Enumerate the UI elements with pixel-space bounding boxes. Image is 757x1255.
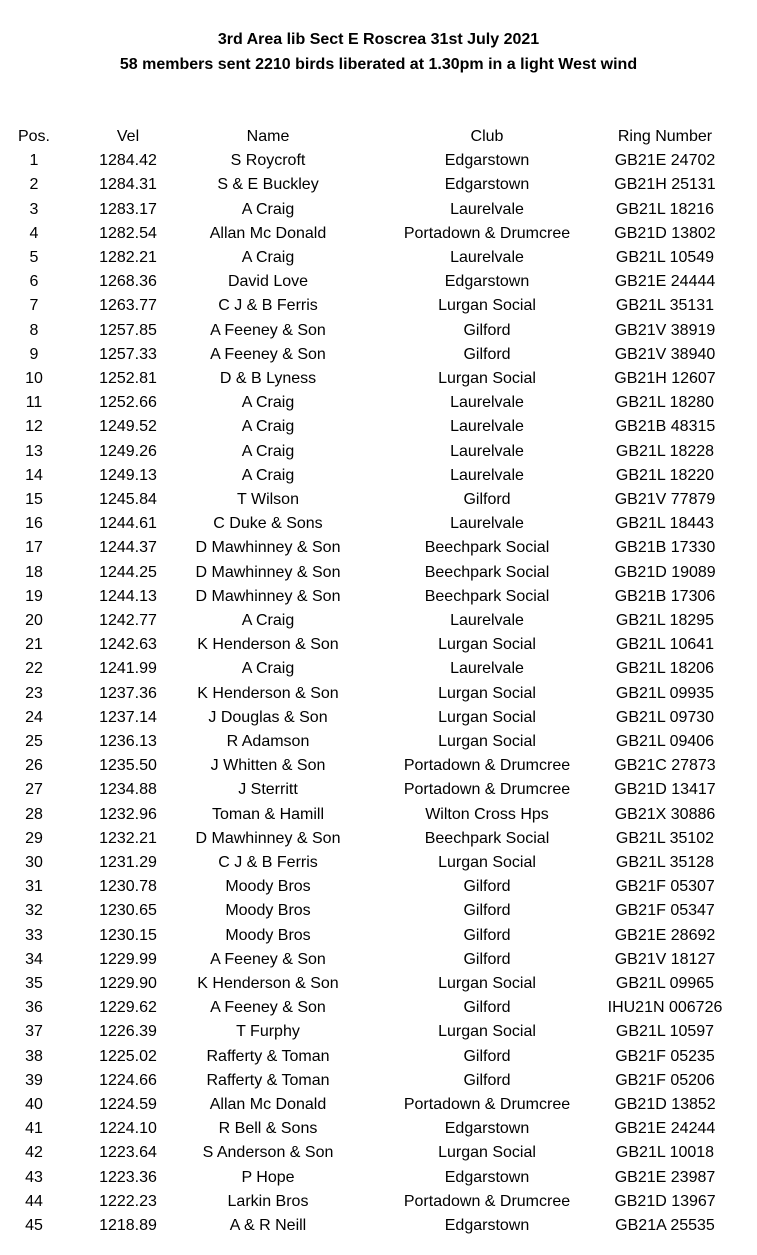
ring-number-cell: GB21D 13852 xyxy=(614,1096,716,1113)
club-cell: Edgarstown xyxy=(444,1168,530,1186)
ring-number-cell: GB21L 10018 xyxy=(615,1144,715,1162)
pos-cell: 2 xyxy=(29,176,39,194)
club-cell: Edgarstown xyxy=(444,1217,530,1234)
name-cell: T Wilson xyxy=(237,491,299,508)
club-cell: Gilford xyxy=(463,491,511,508)
ring-number-cell: GB21L 18220 xyxy=(615,466,715,484)
table-row xyxy=(0,1190,757,1214)
pos-cell: 1 xyxy=(29,152,39,170)
vel-cell: 1223.64 xyxy=(99,1144,157,1162)
table-row xyxy=(0,609,757,633)
name-cell: S Roycroft xyxy=(230,152,306,170)
club-cell: Laurelvale xyxy=(450,394,524,412)
name-cell: Rafferty & Toman xyxy=(206,1071,330,1089)
pos-cell: 31 xyxy=(25,878,43,896)
name-cell: T Furphy xyxy=(236,1023,300,1041)
table-row xyxy=(0,754,757,778)
vel-cell: 1226.39 xyxy=(99,1023,157,1041)
club-cell: Portadown & Drumcree xyxy=(403,224,571,242)
table-row xyxy=(0,294,757,318)
name-cell: R Adamson xyxy=(226,733,310,750)
vel-cell: 1244.61 xyxy=(99,515,157,533)
ring-number-cell: GB21L 09406 xyxy=(615,733,715,750)
vel-cell: 1282.21 xyxy=(99,249,157,266)
vel-cell: 1249.26 xyxy=(99,442,157,460)
ring-number-cell: GB21L 10549 xyxy=(615,249,715,266)
vel-cell: 1237.14 xyxy=(99,708,157,726)
name-cell: S & E Buckley xyxy=(217,176,319,194)
name-cell: Rafferty & Toman xyxy=(206,1047,330,1065)
ring-number-cell: GB21L 18228 xyxy=(615,442,715,460)
club-cell: Laurelvale xyxy=(450,660,524,678)
vel-cell: 1232.96 xyxy=(99,805,157,823)
pos-cell: 39 xyxy=(25,1071,43,1089)
pos-cell: 8 xyxy=(29,321,39,339)
vel-cell: 1263.77 xyxy=(99,297,157,315)
ring-number-cell: GB21F 05347 xyxy=(615,902,715,920)
ring-number-cell: GB21A 25535 xyxy=(615,1217,715,1234)
vel-cell: 1218.89 xyxy=(99,1217,157,1234)
pos-cell: 23 xyxy=(25,684,43,702)
name-cell: A Feeney & Son xyxy=(210,999,326,1017)
table-row xyxy=(0,488,757,512)
name-cell: Toman & Hamill xyxy=(211,805,325,823)
ring-number-cell: GB21C 27873 xyxy=(614,757,716,775)
name-cell: D Mawhinney & Son xyxy=(195,539,341,557)
vel-cell: 1234.88 xyxy=(99,781,157,799)
ring-number-cell: GB21L 10597 xyxy=(615,1023,715,1041)
vel-cell: 1225.02 xyxy=(99,1047,157,1065)
table-row xyxy=(0,633,757,657)
vel-cell: 1230.78 xyxy=(99,878,157,896)
pos-cell: 30 xyxy=(25,854,43,871)
club-cell: Laurelvale xyxy=(450,466,524,484)
club-cell: Beechpark Social xyxy=(424,539,550,557)
club-cell: Lurgan Social xyxy=(438,297,536,315)
vel-cell: 1244.13 xyxy=(99,587,157,605)
name-cell: K Henderson & Son xyxy=(197,636,339,654)
table-row xyxy=(0,391,757,415)
vel-cell: 1282.54 xyxy=(99,224,157,242)
name-cell: Moody Bros xyxy=(225,926,311,944)
ring-number-cell: GB21L 18206 xyxy=(615,660,715,678)
pos-cell: 15 xyxy=(25,491,43,508)
pos-cell: 20 xyxy=(25,612,43,629)
vel-cell: 1242.63 xyxy=(99,636,157,654)
club-cell: Laurelvale xyxy=(450,442,524,460)
table-row xyxy=(0,149,757,173)
table-row xyxy=(0,464,757,488)
vel-cell: 1224.66 xyxy=(99,1071,157,1089)
vel-cell: 1257.33 xyxy=(99,345,157,363)
ring-number-cell: GB21L 18280 xyxy=(615,394,715,412)
vel-cell: 1232.21 xyxy=(99,829,157,847)
table-row xyxy=(0,585,757,609)
club-cell: Gilford xyxy=(463,950,511,968)
ring-number-cell: GB21L 09935 xyxy=(615,684,715,702)
ring-number-cell: GB21E 24444 xyxy=(614,273,716,291)
ring-number-cell: GB21F 05206 xyxy=(615,1071,715,1089)
pos-cell: 35 xyxy=(25,975,43,992)
ring-number-cell: GB21F 05307 xyxy=(615,878,715,896)
vel-cell: 1230.15 xyxy=(99,926,157,944)
name-cell: C J & B Ferris xyxy=(218,854,318,871)
name-cell: A Craig xyxy=(241,418,295,436)
vel-cell: 1284.42 xyxy=(99,152,157,170)
ring-number-cell: GB21D 13417 xyxy=(614,781,716,799)
results-subtitle: 58 members sent 2210 birds liberated at 1.30pm in a light West wind xyxy=(119,56,638,73)
table-row xyxy=(0,730,757,754)
ring-number-cell: GB21V 77879 xyxy=(614,491,716,508)
pos-cell: 17 xyxy=(25,539,43,557)
ring-number-cell: GB21L 09730 xyxy=(615,708,715,726)
ring-number-cell: GB21L 09965 xyxy=(615,975,715,992)
name-cell: Allan Mc Donald xyxy=(209,1096,327,1113)
club-cell: Beechpark Social xyxy=(424,563,550,581)
pos-header: Pos. xyxy=(17,128,50,145)
ring-number-cell: GB21V 38940 xyxy=(614,345,716,363)
name-cell: A Craig xyxy=(241,660,295,678)
club-cell: Portadown & Drumcree xyxy=(403,1192,571,1210)
name-header: Name xyxy=(246,128,290,145)
club-cell: Gilford xyxy=(463,1047,511,1065)
pos-cell: 11 xyxy=(25,394,43,412)
club-cell: Edgarstown xyxy=(444,152,530,170)
ring-number-cell: GB21L 35102 xyxy=(615,829,715,847)
name-cell: D Mawhinney & Son xyxy=(195,829,341,847)
vel-cell: 1249.13 xyxy=(99,466,157,484)
pos-cell: 7 xyxy=(29,297,39,315)
pos-cell: 21 xyxy=(25,636,43,654)
name-cell: Moody Bros xyxy=(225,902,311,920)
ring-number-cell: GB21E 24244 xyxy=(614,1120,716,1138)
pos-cell: 4 xyxy=(29,224,39,242)
ring-number-cell: GB21X 30886 xyxy=(614,805,716,823)
pos-cell: 9 xyxy=(29,345,39,363)
ring-number-cell: GB21E 28692 xyxy=(614,926,716,944)
pos-cell: 5 xyxy=(29,249,39,266)
pos-cell: 38 xyxy=(25,1047,43,1065)
club-cell: Gilford xyxy=(463,878,511,896)
table-row xyxy=(0,415,757,439)
vel-cell: 1249.52 xyxy=(99,418,157,436)
ring-number-cell: GB21L 18216 xyxy=(615,200,715,218)
pos-cell: 3 xyxy=(29,200,39,218)
vel-cell: 1283.17 xyxy=(99,200,157,218)
table-row xyxy=(0,899,757,923)
club-cell: Lurgan Social xyxy=(438,1023,536,1041)
club-cell: Lurgan Social xyxy=(438,975,536,992)
club-cell: Wilton Cross Hps xyxy=(425,805,549,823)
pos-cell: 26 xyxy=(25,757,43,775)
club-cell: Gilford xyxy=(463,926,511,944)
pos-cell: 29 xyxy=(25,829,43,847)
table-row xyxy=(0,270,757,294)
name-cell: C J & B Ferris xyxy=(218,297,318,315)
vel-cell: 1223.36 xyxy=(99,1168,157,1186)
table-row xyxy=(0,657,757,681)
pos-cell: 6 xyxy=(29,273,39,291)
table-row xyxy=(0,440,757,464)
pos-cell: 45 xyxy=(25,1217,43,1234)
name-cell: A Craig xyxy=(241,249,295,266)
ring-number-cell: GB21H 12607 xyxy=(614,370,716,387)
name-cell: J Sterritt xyxy=(238,781,298,799)
ring-number-cell: GB21E 23987 xyxy=(614,1168,716,1186)
club-cell: Lurgan Social xyxy=(438,708,536,726)
pos-cell: 34 xyxy=(25,950,43,968)
club-cell: Gilford xyxy=(463,999,511,1017)
pos-cell: 12 xyxy=(25,418,43,436)
table-row xyxy=(0,1045,757,1069)
pos-cell: 13 xyxy=(25,442,43,460)
vel-cell: 1224.10 xyxy=(99,1120,157,1138)
club-cell: Beechpark Social xyxy=(424,587,550,605)
club-cell: Gilford xyxy=(463,321,511,339)
name-cell: A Craig xyxy=(241,200,295,218)
pos-cell: 42 xyxy=(25,1144,43,1162)
table-row xyxy=(0,536,757,560)
table-row xyxy=(0,924,757,948)
table-row xyxy=(0,803,757,827)
name-cell: A Feeney & Son xyxy=(210,950,326,968)
vel-cell: 1231.29 xyxy=(99,854,157,871)
name-cell: A Craig xyxy=(241,394,295,412)
table-row xyxy=(0,1020,757,1044)
pos-cell: 43 xyxy=(25,1168,43,1186)
table-row xyxy=(0,948,757,972)
name-cell: D Mawhinney & Son xyxy=(195,587,341,605)
name-cell: K Henderson & Son xyxy=(197,975,339,992)
vel-cell: 1252.66 xyxy=(99,394,157,412)
vel-cell: 1257.85 xyxy=(99,321,157,339)
name-cell: A Craig xyxy=(241,442,295,460)
name-cell: J Whitten & Son xyxy=(210,757,326,775)
name-cell: A Feeney & Son xyxy=(210,321,326,339)
name-cell: P Hope xyxy=(241,1168,295,1186)
club-cell: Gilford xyxy=(463,902,511,920)
name-cell: R Bell & Sons xyxy=(218,1120,318,1138)
vel-cell: 1284.31 xyxy=(99,176,157,194)
table-row xyxy=(0,367,757,391)
table-row xyxy=(0,972,757,996)
table-row xyxy=(0,512,757,536)
pos-cell: 24 xyxy=(25,708,43,726)
name-cell: A Feeney & Son xyxy=(210,345,326,363)
table-row xyxy=(0,1214,757,1238)
table-row xyxy=(0,706,757,730)
vel-cell: 1268.36 xyxy=(99,273,157,291)
pos-cell: 40 xyxy=(25,1096,43,1113)
ring-number-cell: GB21D 13802 xyxy=(614,224,716,242)
pos-cell: 28 xyxy=(25,805,43,823)
ring-number-header: Ring Number xyxy=(617,128,713,145)
table-row xyxy=(0,1141,757,1165)
club-cell: Portadown & Drumcree xyxy=(403,757,571,775)
club-cell: Edgarstown xyxy=(444,273,530,291)
pos-cell: 10 xyxy=(25,370,43,387)
club-cell: Gilford xyxy=(463,345,511,363)
ring-number-cell: GB21D 13967 xyxy=(614,1192,716,1210)
name-cell: A Craig xyxy=(241,612,295,629)
pos-cell: 44 xyxy=(25,1192,43,1210)
table-row xyxy=(0,778,757,802)
vel-cell: 1230.65 xyxy=(99,902,157,920)
table-row xyxy=(0,343,757,367)
name-cell: A & R Neill xyxy=(229,1217,307,1234)
club-cell: Lurgan Social xyxy=(438,733,536,750)
ring-number-cell: GB21V 38919 xyxy=(614,321,716,339)
pos-cell: 36 xyxy=(25,999,43,1017)
ring-number-cell: GB21L 35131 xyxy=(615,297,715,315)
vel-cell: 1235.50 xyxy=(99,757,157,775)
pos-cell: 37 xyxy=(25,1023,43,1041)
pos-cell: 33 xyxy=(25,926,43,944)
name-cell: K Henderson & Son xyxy=(197,684,339,702)
vel-cell: 1244.37 xyxy=(99,539,157,557)
table-row xyxy=(0,851,757,875)
table-row xyxy=(0,173,757,197)
table-row xyxy=(0,996,757,1020)
ring-number-cell: GB21L 10641 xyxy=(615,636,715,654)
table-row xyxy=(0,1117,757,1141)
pos-cell: 19 xyxy=(25,587,43,605)
ring-number-cell: GB21V 18127 xyxy=(614,950,716,968)
vel-cell: 1229.90 xyxy=(99,975,157,992)
vel-cell: 1244.25 xyxy=(99,563,157,581)
club-cell: Laurelvale xyxy=(450,612,524,629)
club-cell: Gilford xyxy=(463,1071,511,1089)
pos-cell: 41 xyxy=(25,1120,43,1138)
vel-cell: 1229.99 xyxy=(99,950,157,968)
club-cell: Laurelvale xyxy=(450,200,524,218)
name-cell: D & B Lyness xyxy=(219,370,317,387)
table-row xyxy=(0,1093,757,1117)
table-row xyxy=(0,682,757,706)
club-cell: Lurgan Social xyxy=(438,1144,536,1162)
name-cell: Larkin Bros xyxy=(227,1192,309,1210)
ring-number-cell: GB21L 35128 xyxy=(615,854,715,871)
pos-cell: 14 xyxy=(25,466,43,484)
table-row xyxy=(0,319,757,343)
table-row xyxy=(0,1069,757,1093)
ring-number-cell: GB21L 18443 xyxy=(615,515,715,533)
club-cell: Lurgan Social xyxy=(438,370,536,387)
table-row xyxy=(0,246,757,270)
vel-cell: 1222.23 xyxy=(99,1192,157,1210)
pos-cell: 27 xyxy=(25,781,43,799)
pos-cell: 16 xyxy=(25,515,43,533)
club-cell: Laurelvale xyxy=(450,515,524,533)
table-header-row xyxy=(0,125,757,149)
vel-cell: 1229.62 xyxy=(99,999,157,1017)
club-cell: Portadown & Drumcree xyxy=(403,1096,571,1113)
name-cell: David Love xyxy=(227,273,309,291)
ring-number-cell: IHU21N 006726 xyxy=(607,999,723,1017)
club-cell: Lurgan Social xyxy=(438,684,536,702)
vel-cell: 1241.99 xyxy=(99,660,157,678)
table-row xyxy=(0,1166,757,1190)
vel-cell: 1224.59 xyxy=(99,1096,157,1113)
club-cell: Lurgan Social xyxy=(438,854,536,871)
results-title: 3rd Area lib Sect E Roscrea 31st July 2021 xyxy=(217,31,540,48)
club-cell: Beechpark Social xyxy=(424,829,550,847)
table-row xyxy=(0,198,757,222)
ring-number-cell: GB21H 25131 xyxy=(614,176,716,194)
club-cell: Portadown & Drumcree xyxy=(403,781,571,799)
name-cell: A Craig xyxy=(241,466,295,484)
club-cell: Edgarstown xyxy=(444,176,530,194)
club-header: Club xyxy=(470,128,504,145)
vel-header: Vel xyxy=(116,128,140,145)
name-cell: C Duke & Sons xyxy=(213,515,323,533)
ring-number-cell: GB21E 24702 xyxy=(614,152,716,170)
name-cell: Moody Bros xyxy=(225,878,311,896)
table-row xyxy=(0,827,757,851)
name-cell: D Mawhinney & Son xyxy=(195,563,341,581)
vel-cell: 1252.81 xyxy=(99,370,157,387)
pos-cell: 22 xyxy=(25,660,43,678)
vel-cell: 1237.36 xyxy=(99,684,157,702)
name-cell: Allan Mc Donald xyxy=(209,224,327,242)
ring-number-cell: GB21B 17330 xyxy=(614,539,716,557)
table-row xyxy=(0,875,757,899)
ring-number-cell: GB21B 17306 xyxy=(614,587,716,605)
vel-cell: 1245.84 xyxy=(99,491,157,508)
club-cell: Lurgan Social xyxy=(438,636,536,654)
table-row xyxy=(0,222,757,246)
ring-number-cell: GB21F 05235 xyxy=(615,1047,715,1065)
name-cell: S Anderson & Son xyxy=(202,1144,334,1162)
pos-cell: 32 xyxy=(25,902,43,920)
table-row xyxy=(0,561,757,585)
club-cell: Edgarstown xyxy=(444,1120,530,1138)
name-cell: J Douglas & Son xyxy=(208,708,328,726)
ring-number-cell: GB21D 19089 xyxy=(614,563,716,581)
ring-number-cell: GB21B 48315 xyxy=(614,418,716,436)
pos-cell: 25 xyxy=(25,733,43,750)
vel-cell: 1236.13 xyxy=(99,733,157,750)
vel-cell: 1242.77 xyxy=(99,612,157,629)
ring-number-cell: GB21L 18295 xyxy=(615,612,715,629)
club-cell: Laurelvale xyxy=(450,249,524,266)
pos-cell: 18 xyxy=(25,563,43,581)
club-cell: Laurelvale xyxy=(450,418,524,436)
